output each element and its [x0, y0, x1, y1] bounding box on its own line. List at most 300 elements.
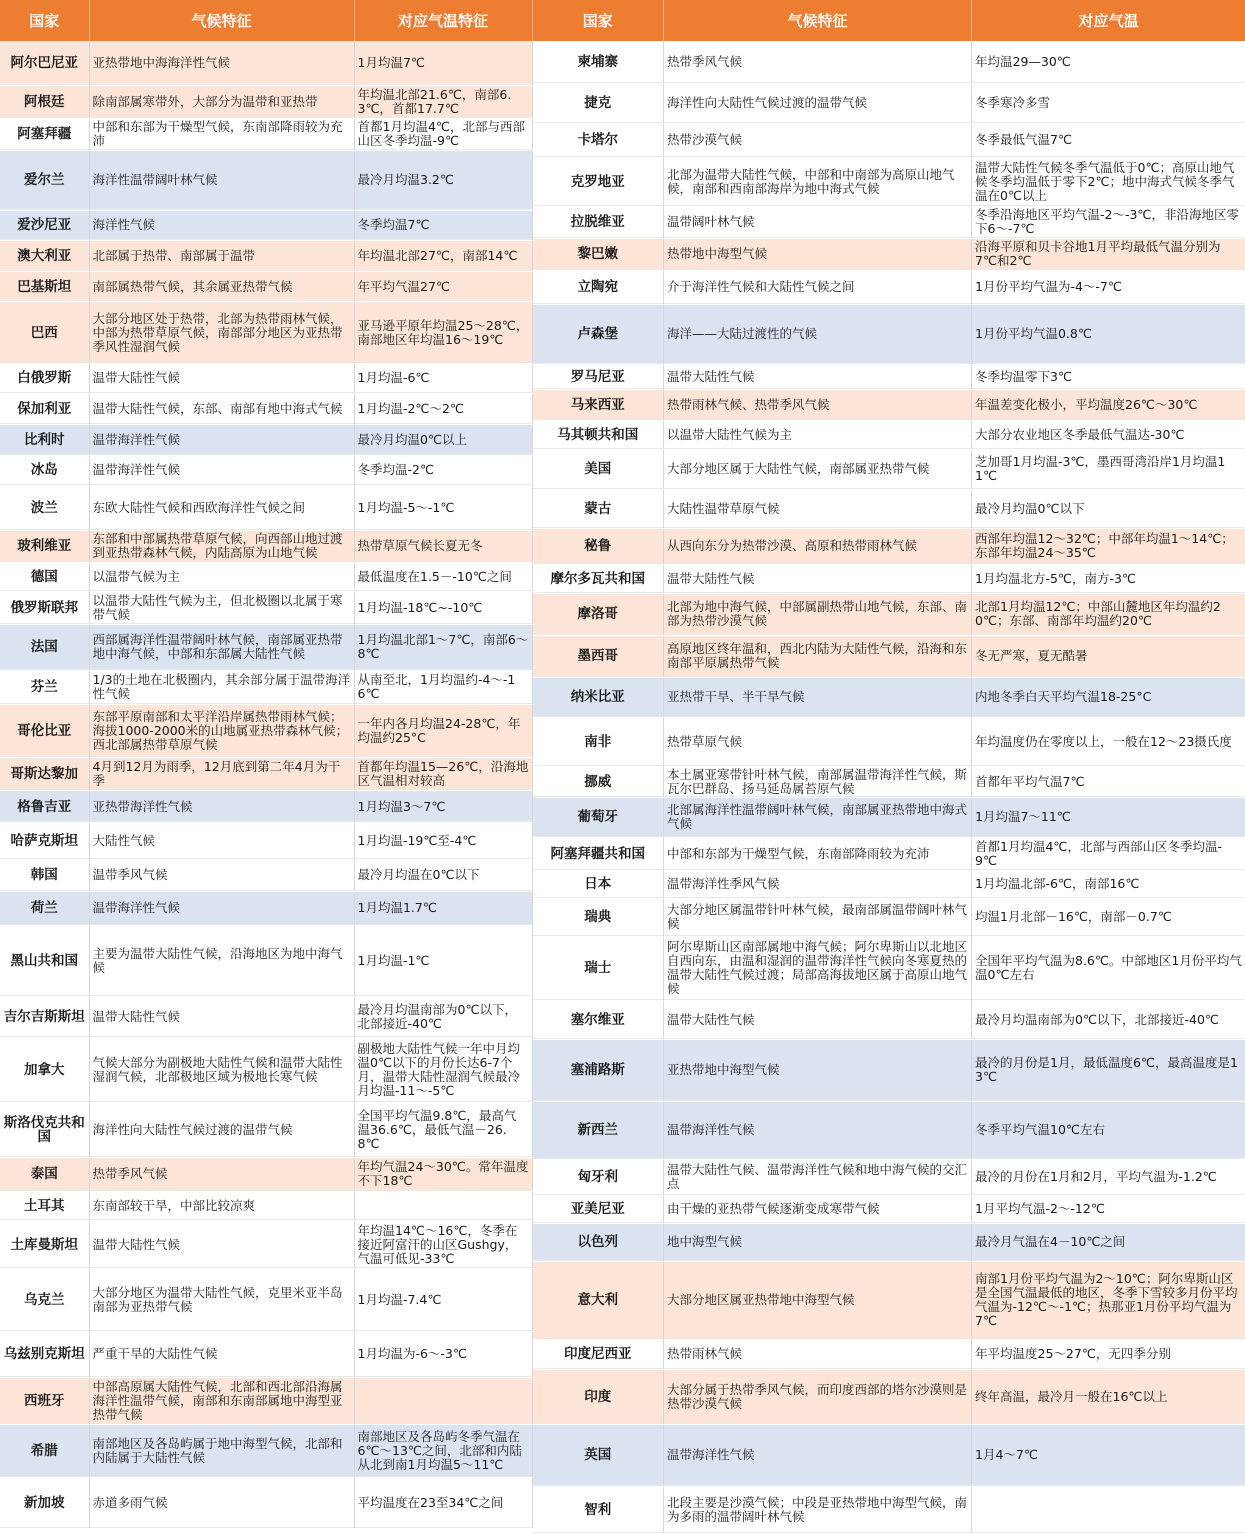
- temp-cell: [354, 1377, 532, 1425]
- country-cell: 葡萄牙: [533, 797, 664, 837]
- climate-cell: 东南部较干旱，中部比较凉爽: [89, 1191, 354, 1221]
- temp-cell: 年平均气温27℃: [354, 271, 532, 302]
- country-cell: 瑞典: [533, 898, 664, 936]
- left-table-row: [0, 41, 532, 85]
- climate-cell: 南部属热带气候，其余属亚热带气候: [89, 271, 354, 302]
- left-table-row: [0, 925, 532, 997]
- climate-cell: 大部分地区属温带针叶林气候，最南部属温带阔叶林气候: [664, 898, 972, 936]
- country-cell: 荷兰: [0, 891, 89, 925]
- climate-cell: 1/3的土地在北极圈内，其余部分属于温带海洋性气候: [89, 671, 354, 705]
- country-cell: 波兰: [0, 486, 89, 530]
- country-cell: 黎巴嫩: [533, 238, 664, 270]
- climate-cell: 热带季风气候: [89, 1157, 354, 1191]
- right-table-row: [533, 936, 1245, 1000]
- temp-cell: 1月份平均气温为-4～-7℃: [972, 270, 1245, 304]
- temp-cell: 1月平均气温-2～-12℃: [972, 1195, 1245, 1223]
- country-cell: 印度: [533, 1369, 664, 1424]
- temp-cell: 均温1月北部－16℃，南部－0.7℃: [972, 898, 1245, 936]
- temp-cell: 最冷的月份在1月和2月，平均气温为-1.2℃: [972, 1159, 1245, 1195]
- country-cell: 黑山共和国: [0, 925, 89, 997]
- country-cell: 哥斯达黎加: [0, 757, 89, 791]
- climate-cell: 海洋性气候: [89, 210, 354, 241]
- climate-cell: 温带大陆性气候、温带海洋性气候和地中海气候的交汇点: [664, 1159, 972, 1195]
- temp-cell: 冬季沿海地区平均气温-2～-3℃，非沿海地区零下6～-7℃: [972, 206, 1245, 238]
- country-cell: 智利: [533, 1486, 664, 1533]
- climate-cell: 热带雨林气候、热带季风气候: [664, 389, 972, 420]
- left-table-row: [0, 363, 532, 394]
- left-table-row: [0, 791, 532, 823]
- country-cell: 土库曼斯坦: [0, 1221, 89, 1269]
- climate-cell: 介于海洋性气候和大陆性气候之间: [664, 270, 972, 304]
- right-table-row: [533, 304, 1245, 364]
- temp-cell: 1月均温北方-5℃，南方-3℃: [972, 564, 1245, 593]
- climate-cell: 温带海洋性气候: [89, 891, 354, 925]
- climate-cell: 北部属于热带、南部属于温带: [89, 241, 354, 272]
- temp-cell: 终年高温，最冷月一般在16℃以上: [972, 1369, 1245, 1424]
- left-table-row: [0, 997, 532, 1037]
- climate-cell: 亚热带海洋性气候: [89, 791, 354, 823]
- right-table-row: [533, 677, 1245, 717]
- right-header-row: [533, 0, 1245, 41]
- country-cell: 澳大利亚: [0, 241, 89, 272]
- right-table-row: [533, 593, 1245, 635]
- country-cell: 以色列: [533, 1223, 664, 1261]
- temp-cell: 1月均温3～7℃: [354, 791, 532, 823]
- country-cell: 拉脱维亚: [533, 206, 664, 238]
- temp-cell: 1月均温-19℃至-4℃: [354, 823, 532, 860]
- right-table-row: [533, 420, 1245, 449]
- country-cell: 马其顿共和国: [533, 420, 664, 449]
- right-table-row: [533, 364, 1245, 389]
- climate-cell: 大部分地区属亚热带地中海型气候: [664, 1261, 972, 1339]
- climate-cell: 气候大部分为副极地大陆性气候和温带大陆性湿润气候，北部极地区域为极地长寒气候: [89, 1037, 354, 1103]
- country-cell: 土耳其: [0, 1191, 89, 1221]
- temp-cell: 最冷月均温0℃以上: [354, 424, 532, 455]
- country-cell: 阿根廷: [0, 85, 89, 118]
- right-table-row: [533, 870, 1245, 898]
- left-table-row: [0, 757, 532, 791]
- left-table-row: [0, 1103, 532, 1158]
- country-cell: 希腊: [0, 1425, 89, 1478]
- temp-cell: 热带草原气候长夏无冬: [354, 530, 532, 563]
- left-table-row: [0, 1037, 532, 1103]
- temp-cell: [354, 1191, 532, 1221]
- climate-cell: 亚热带干旱、半干旱气候: [664, 677, 972, 717]
- left-table-row: [0, 671, 532, 705]
- climate-cell: 阿尔卑斯山区南部属地中海气候；阿尔卑斯山以北地区自西向东，由温和湿润的温带海洋性气候向冬寒夏热的温带大陆性气候过渡；局部高海拔地区属于高原山地气候: [664, 936, 972, 1000]
- country-cell: 韩国: [0, 860, 89, 892]
- left-table-row: [0, 1332, 532, 1377]
- temp-cell: 1月均温-7.4℃: [354, 1268, 532, 1331]
- temp-cell: 最冷月均温3.2℃: [354, 151, 532, 210]
- climate-cell: 大部分地区属于大陆性气候，南部属亚热带气候: [664, 449, 972, 489]
- climate-cell: 海洋性温带阔叶林气候: [89, 151, 354, 210]
- temp-cell: 内地冬季白天平均气温18-25°C: [972, 677, 1245, 717]
- country-cell: 意大利: [533, 1261, 664, 1339]
- temp-cell: 1月均温7℃: [354, 41, 532, 85]
- temp-cell: 一年内各月均温24-28℃，年均温约25°C: [354, 704, 532, 757]
- temp-cell: 年平均温度25～27℃，无四季分别: [972, 1339, 1245, 1369]
- climate-cell: 温带大陆性气候: [664, 564, 972, 593]
- country-cell: 法国: [0, 624, 89, 670]
- temp-cell: 1月均温7～11℃: [972, 797, 1245, 837]
- climate-cell: 从西向东分为热带沙漠、高原和热带雨林气候: [664, 528, 972, 564]
- climate-cell: 热带沙漠气候: [664, 123, 972, 157]
- country-cell: 哈萨克斯坦: [0, 823, 89, 860]
- left-table-row: [0, 1157, 532, 1191]
- left-table-row: [0, 704, 532, 757]
- climate-cell: 北段主要是沙漠气候；中段是亚热带地中海型气候，南为多雨的温带阔叶林气候: [664, 1486, 972, 1533]
- right-table-row: [533, 389, 1245, 420]
- temp-cell: 大部分农业地区冬季最低气温达-30℃: [972, 420, 1245, 449]
- climate-cell: 由干燥的亚热带气候逐渐变成寒带气候: [664, 1195, 972, 1223]
- left-table-row: [0, 118, 532, 151]
- climate-cell: 温带大陆性气候: [664, 1000, 972, 1039]
- climate-cell: 温带海洋性气候: [89, 424, 354, 455]
- temp-cell: 最低温度在1.5－-10℃之间: [354, 563, 532, 592]
- right-table-row: [533, 489, 1245, 528]
- country-cell: 白俄罗斯: [0, 363, 89, 394]
- temp-cell: 1月均温-5～-1℃: [354, 486, 532, 530]
- temp-cell: 冬无严寒，夏无酷暑: [972, 635, 1245, 677]
- country-cell: 美国: [533, 449, 664, 489]
- country-cell: 冰岛: [0, 455, 89, 486]
- country-cell: 西班牙: [0, 1377, 89, 1425]
- right-table-row: [533, 1339, 1245, 1369]
- temp-cell: 全国平均气温9.8℃，最高气温36.6℃，最低气温－26.8℃: [354, 1103, 532, 1158]
- climate-cell: 中部和东部为干燥型气候，东南部降雨较为充沛: [89, 118, 354, 151]
- climate-cell: 严重干旱的大陆性气候: [89, 1332, 354, 1377]
- climate-cell: 温带大陆性气候: [89, 997, 354, 1037]
- country-cell: 印度尼西亚: [533, 1339, 664, 1369]
- temp-cell: 年均温29—30℃: [972, 41, 1245, 83]
- climate-cell: 除南部属寒带外，大部分为温带和亚热带: [89, 85, 354, 118]
- right-table-row: [533, 1369, 1245, 1424]
- country-cell: 罗马尼亚: [533, 364, 664, 389]
- left-table-body: [0, 41, 532, 1529]
- country-cell: 阿尔巴尼亚: [0, 41, 89, 85]
- climate-cell: 热带地中海型气候: [664, 238, 972, 270]
- climate-cell: 以温带大陆性气候为主: [664, 420, 972, 449]
- left-table-row: [0, 860, 532, 892]
- temp-cell: 冬季均温零下3℃: [972, 364, 1245, 389]
- left-table-row: [0, 1478, 532, 1529]
- temp-cell: 从南至北，1月均温约-4～-16℃: [354, 671, 532, 705]
- right-header-climate: 气候特征: [664, 0, 972, 41]
- temp-cell: 芝加哥1月均温-3℃，墨西哥湾沿岸1月均温11℃: [972, 449, 1245, 489]
- country-cell: 泰国: [0, 1157, 89, 1191]
- country-cell: 哥伦比亚: [0, 704, 89, 757]
- temp-cell: 最冷月均温0℃以下: [972, 489, 1245, 528]
- country-cell: 比利时: [0, 424, 89, 455]
- climate-cell: 海洋——大陆过渡性的气候: [664, 304, 972, 364]
- climate-cell: 以温带气候为主: [89, 563, 354, 592]
- climate-cell: 温带大陆性气候，东部、南部有地中海式气候: [89, 394, 354, 425]
- climate-cell: 温带海洋性气候: [89, 455, 354, 486]
- climate-cell: 主要为温带大陆性气候，沿海地区为地中海气候: [89, 925, 354, 997]
- left-table-row: [0, 151, 532, 210]
- right-table-row: [533, 717, 1245, 766]
- temp-cell: 沿海平原和贝卡谷地1月平均最低气温分别为7℃和2℃: [972, 238, 1245, 270]
- country-cell: 加拿大: [0, 1037, 89, 1103]
- right-table-row: [533, 238, 1245, 270]
- climate-cell: 亚热带地中海型气候: [664, 1039, 972, 1101]
- country-cell: 爱尔兰: [0, 151, 89, 210]
- country-cell: 斯洛伐克共和国: [0, 1103, 89, 1158]
- country-cell: 乌兹别克斯坦: [0, 1332, 89, 1377]
- country-cell: 德国: [0, 563, 89, 592]
- temp-cell: 最冷月均温南部为0℃以下，北部接近-40℃: [354, 997, 532, 1037]
- temp-cell: 最冷的月份是1月，最低温度6℃，最高温度是13℃: [972, 1039, 1245, 1101]
- left-table-row: [0, 1268, 532, 1331]
- climate-cell: 温带海洋性气候: [664, 1101, 972, 1159]
- country-cell: 摩洛哥: [533, 593, 664, 635]
- country-cell: 亚美尼亚: [533, 1195, 664, 1223]
- right-table-row: [533, 206, 1245, 238]
- country-cell: 塞浦路斯: [533, 1039, 664, 1101]
- right-table-row: [533, 41, 1245, 83]
- right-table-row: [533, 83, 1245, 123]
- right-table-body: [533, 41, 1245, 1533]
- left-table-row: [0, 823, 532, 860]
- right-table-row: [533, 564, 1245, 593]
- right-table-row: [533, 1101, 1245, 1159]
- temp-cell: 温带大陆性气候冬季气温低于0℃；高原山地气候冬季均温低于零下2℃；地中海式气候冬季气温在0℃以上: [972, 157, 1245, 206]
- temp-cell: 1月均温北部-6℃，南部16℃: [972, 870, 1245, 898]
- country-cell: 吉尔吉斯斯坦: [0, 997, 89, 1037]
- temp-cell: 1月4～7℃: [972, 1424, 1245, 1486]
- right-table-row: [533, 1195, 1245, 1223]
- country-cell: 乌克兰: [0, 1268, 89, 1331]
- temp-cell: 年均温北部21.6℃，南部6.3℃，首都17.7℃: [354, 85, 532, 118]
- temp-cell: 冬季最低气温7℃: [972, 123, 1245, 157]
- temp-cell: 最冷月气温在4－10℃之间: [972, 1223, 1245, 1261]
- temp-cell: 平均温度在23至34℃之间: [354, 1478, 532, 1529]
- climate-cell: 本土属亚寒带针叶林气候，南部属温带海洋性气候，斯瓦尔巴群岛、扬马延岛属苔原气候: [664, 766, 972, 797]
- temp-cell: 最冷月均温南部为0℃以下，北部接近-40℃: [972, 1000, 1245, 1039]
- climate-cell: 温带季风气候: [89, 860, 354, 892]
- left-table-row: [0, 424, 532, 455]
- left-table-row: [0, 1377, 532, 1425]
- temp-cell: 1月均温-18℃~-10℃: [354, 591, 532, 624]
- country-cell: 爱沙尼亚: [0, 210, 89, 241]
- right-table-row: [533, 635, 1245, 677]
- climate-cell: 海洋性向大陆性气候过渡的温带气候: [89, 1103, 354, 1158]
- country-cell: 南非: [533, 717, 664, 766]
- temp-cell: 年均气温24～30℃。常年温度不下18℃: [354, 1157, 532, 1191]
- country-cell: 捷克: [533, 83, 664, 123]
- climate-cell: 东部平原南部和太平洋沿岸属热带雨林气候；海拔1000-2000米的山地属亚热带森林气候；西北部属热带草原气候: [89, 704, 354, 757]
- left-table-row: [0, 563, 532, 592]
- right-table-row: [533, 1424, 1245, 1486]
- climate-cell: 海洋性向大陆性气候过渡的温带气候: [664, 83, 972, 123]
- right-table-row: [533, 528, 1245, 564]
- left-table-row: [0, 530, 532, 563]
- temp-cell: 最冷月均温在0℃以下: [354, 860, 532, 892]
- country-cell: 格鲁吉亚: [0, 791, 89, 823]
- left-header-climate: 气候特征: [89, 0, 354, 41]
- left-header-temp: 对应气温特征: [354, 0, 532, 41]
- country-cell: 匈牙利: [533, 1159, 664, 1195]
- right-table-row: [533, 1486, 1245, 1533]
- climate-cell: 4月到12月为雨季，12月底到第二年4月为干季: [89, 757, 354, 791]
- right-table-row: [533, 270, 1245, 304]
- temp-cell: 首都1月均温4℃，北部与西部山区冬季均温-9℃: [972, 837, 1245, 870]
- temp-cell: 全国年平均气温为8.6℃。中部地区1月份平均气温0℃左右: [972, 936, 1245, 1000]
- climate-cell: 大陆性温带草原气候: [664, 489, 972, 528]
- country-cell: 马来西亚: [533, 389, 664, 420]
- right-header-temp: 对应气温: [972, 0, 1245, 41]
- climate-cell: 以温带大陆性气候为主，但北极圈以北属于寒带气候: [89, 591, 354, 624]
- climate-cell: 中部高原属大陆性气候，北部和西北部沿海属海洋性温带气候，南部和东南部属地中海型亚热带气候: [89, 1377, 354, 1425]
- right-table-row: [533, 898, 1245, 936]
- climate-cell: 高原地区终年温和，西北内陆为大陆性气候，沿海和东南部平原属热带气候: [664, 635, 972, 677]
- left-climate-table: [0, 0, 533, 1529]
- temp-cell: 年均温度仍在零度以上，一般在12～23摄氏度: [972, 717, 1245, 766]
- climate-cell: 温带大陆性气候: [89, 1221, 354, 1269]
- left-table-row: [0, 591, 532, 624]
- right-climate-table: [533, 0, 1245, 1534]
- left-table-row: [0, 891, 532, 925]
- temp-cell: 1月均温-2℃～2℃: [354, 394, 532, 425]
- temp-cell: 西部年均温12～32℃；中部年均温1～14℃；东部年均温24～35℃: [972, 528, 1245, 564]
- temp-cell: 1月均温为-6～-3℃: [354, 1332, 532, 1377]
- right-table-row: [533, 1000, 1245, 1039]
- left-table-row: [0, 210, 532, 241]
- right-table-row: [533, 766, 1245, 797]
- left-header-row: [0, 0, 532, 41]
- country-cell: 克罗地亚: [533, 157, 664, 206]
- climate-cell: 热带草原气候: [664, 717, 972, 766]
- climate-cell: 亚热带地中海海洋性气候: [89, 41, 354, 85]
- right-table-row: [533, 1261, 1245, 1339]
- temp-cell: 年均温北部27℃，南部14℃: [354, 241, 532, 272]
- country-cell: 卡塔尔: [533, 123, 664, 157]
- left-table-row: [0, 455, 532, 486]
- climate-cell: 北部为地中海气候，中部属副热带山地气候，东部、南部为热带沙漠气候: [664, 593, 972, 635]
- right-table-row: [533, 449, 1245, 489]
- temp-cell: 年温差变化极小，平均温度26℃～30℃: [972, 389, 1245, 420]
- left-table-row: [0, 1191, 532, 1221]
- country-cell: 瑞士: [533, 936, 664, 1000]
- temp-cell: 首都年平均气温7℃: [972, 766, 1245, 797]
- country-cell: 玻利维亚: [0, 530, 89, 563]
- climate-cell: 大部分地区为温带大陆性气候，克里米亚半岛南部为亚热带气候: [89, 1268, 354, 1331]
- temp-cell: 1月均温-6℃: [354, 363, 532, 394]
- climate-cell: 赤道多雨气候: [89, 1478, 354, 1529]
- right-table-row: [533, 123, 1245, 157]
- left-table-row: [0, 241, 532, 272]
- temp-cell: 冬季均温-2℃: [354, 455, 532, 486]
- left-table-row: [0, 486, 532, 530]
- country-cell: 保加利亚: [0, 394, 89, 425]
- left-table-row: [0, 302, 532, 363]
- climate-cell: 热带季风气候: [664, 41, 972, 83]
- temp-cell: 1月份平均气温0.8℃: [972, 304, 1245, 364]
- climate-cell: 温带海洋性季风气候: [664, 870, 972, 898]
- country-cell: 塞尔维亚: [533, 1000, 664, 1039]
- climate-cell: 中部和东部为干燥型气候，东南部降雨较为充沛: [664, 837, 972, 870]
- temp-cell: [972, 1486, 1245, 1533]
- country-cell: 立陶宛: [533, 270, 664, 304]
- country-cell: 墨西哥: [533, 635, 664, 677]
- left-table-row: [0, 1221, 532, 1269]
- temp-cell: 冬季均温7℃: [354, 210, 532, 241]
- country-cell: 英国: [533, 1424, 664, 1486]
- country-cell: 巴西: [0, 302, 89, 363]
- climate-cell: 大部分地区处于热带，北部为热带雨林气候，中部为热带草原气候，南部部分地区为亚热带季风性湿润气候: [89, 302, 354, 363]
- country-cell: 日本: [533, 870, 664, 898]
- right-table-row: [533, 1159, 1245, 1195]
- temp-cell: 冬季平均气温10℃左右: [972, 1101, 1245, 1159]
- right-table-row: [533, 797, 1245, 837]
- climate-cell: 温带大陆性气候: [89, 363, 354, 394]
- climate-cell: 西部属海洋性温带阔叶林气候，南部属亚热带地中海气候，中部和东部属大陆性气候: [89, 624, 354, 670]
- country-cell: 卢森堡: [533, 304, 664, 364]
- climate-cell: 东部和中部属热带草原气候，向西部山地过渡到亚热带森林气候，内陆高原为山地气候: [89, 530, 354, 563]
- country-cell: 摩尔多瓦共和国: [533, 564, 664, 593]
- temp-cell: 副极地大陆性气候一年中月均温0℃以下的月份长达6-7个月，温带大陆性湿润气候最冷月均温-11～-5℃: [354, 1037, 532, 1103]
- right-header-country: 国家: [533, 0, 664, 41]
- country-cell: 新西兰: [533, 1101, 664, 1159]
- climate-cell: 北部为温带大陆性气候，中部和中南部为高原山地气候，南部和西南部海岸为地中海式气候: [664, 157, 972, 206]
- country-cell: 俄罗斯联邦: [0, 591, 89, 624]
- right-table-row: [533, 837, 1245, 870]
- climate-cell: 北部属海洋性温带阔叶林气候，南部属亚热带地中海式气候: [664, 797, 972, 837]
- right-table-row: [533, 1223, 1245, 1261]
- temp-cell: 1月均温-1℃: [354, 925, 532, 997]
- climate-cell: 地中海型气候: [664, 1223, 972, 1261]
- climate-cell: 东欧大陆性气候和西欧海洋性气候之间: [89, 486, 354, 530]
- left-table-row: [0, 394, 532, 425]
- country-cell: 阿塞拜疆: [0, 118, 89, 151]
- temp-cell: 北部1月均温12℃；中部山麓地区年均温约20℃；东部、南部年均温约20℃: [972, 593, 1245, 635]
- temp-cell: 南部1月份平均气温为2～10℃；阿尔卑斯山区是全国气温最低的地区，冬季下雪较多月份平均气温为-12℃～-1℃；热那亚1月份平均气温为7℃: [972, 1261, 1245, 1339]
- climate-cell: 温带阔叶林气候: [664, 206, 972, 238]
- climate-cell: 温带海洋性气候: [664, 1424, 972, 1486]
- left-table-row: [0, 624, 532, 670]
- climate-cell: 热带雨林气候: [664, 1339, 972, 1369]
- right-table-row: [533, 157, 1245, 206]
- country-cell: 芬兰: [0, 671, 89, 705]
- left-table-row: [0, 1425, 532, 1478]
- country-cell: 蒙古: [533, 489, 664, 528]
- left-table-row: [0, 271, 532, 302]
- temp-cell: 年均温14℃～16℃，冬季在接近阿富汗的山区Gushgy，气温可低见-33℃: [354, 1221, 532, 1269]
- country-cell: 新加坡: [0, 1478, 89, 1529]
- temp-cell: 1月均温北部1～7℃，南部6～8℃: [354, 624, 532, 670]
- climate-cell: 温带大陆性气候: [664, 364, 972, 389]
- temp-cell: 南部地区及各岛屿冬季气温在6℃～13℃之间，北部和内陆从北到南1月均温5～11℃: [354, 1425, 532, 1478]
- climate-cell: 大陆性气候: [89, 823, 354, 860]
- climate-cell: 大部分属于热带季风气候，而印度西部的塔尔沙漠则是热带沙漠气候: [664, 1369, 972, 1424]
- temp-cell: 亚马逊平原年均温25～28℃，南部地区年均温16～19℃: [354, 302, 532, 363]
- temp-cell: 冬季寒冷多雪: [972, 83, 1245, 123]
- right-table-row: [533, 1039, 1245, 1101]
- country-cell: 秘鲁: [533, 528, 664, 564]
- temp-cell: 1月均温1.7℃: [354, 891, 532, 925]
- country-cell: 纳米比亚: [533, 677, 664, 717]
- country-cell: 柬埔寨: [533, 41, 664, 83]
- country-cell: 挪威: [533, 766, 664, 797]
- climate-cell: 南部地区及各岛屿属于地中海型气候，北部和内陆属于大陆性气候: [89, 1425, 354, 1478]
- left-header-country: 国家: [0, 0, 89, 41]
- left-table-row: [0, 85, 532, 118]
- temp-cell: 首都年均温15—26℃，沿海地区气温相对较高: [354, 757, 532, 791]
- country-cell: 巴基斯坦: [0, 271, 89, 302]
- country-cell: 阿塞拜疆共和国: [533, 837, 664, 870]
- temp-cell: 首都1月均温4℃，北部与西部山区冬季均温-9℃: [354, 118, 532, 151]
